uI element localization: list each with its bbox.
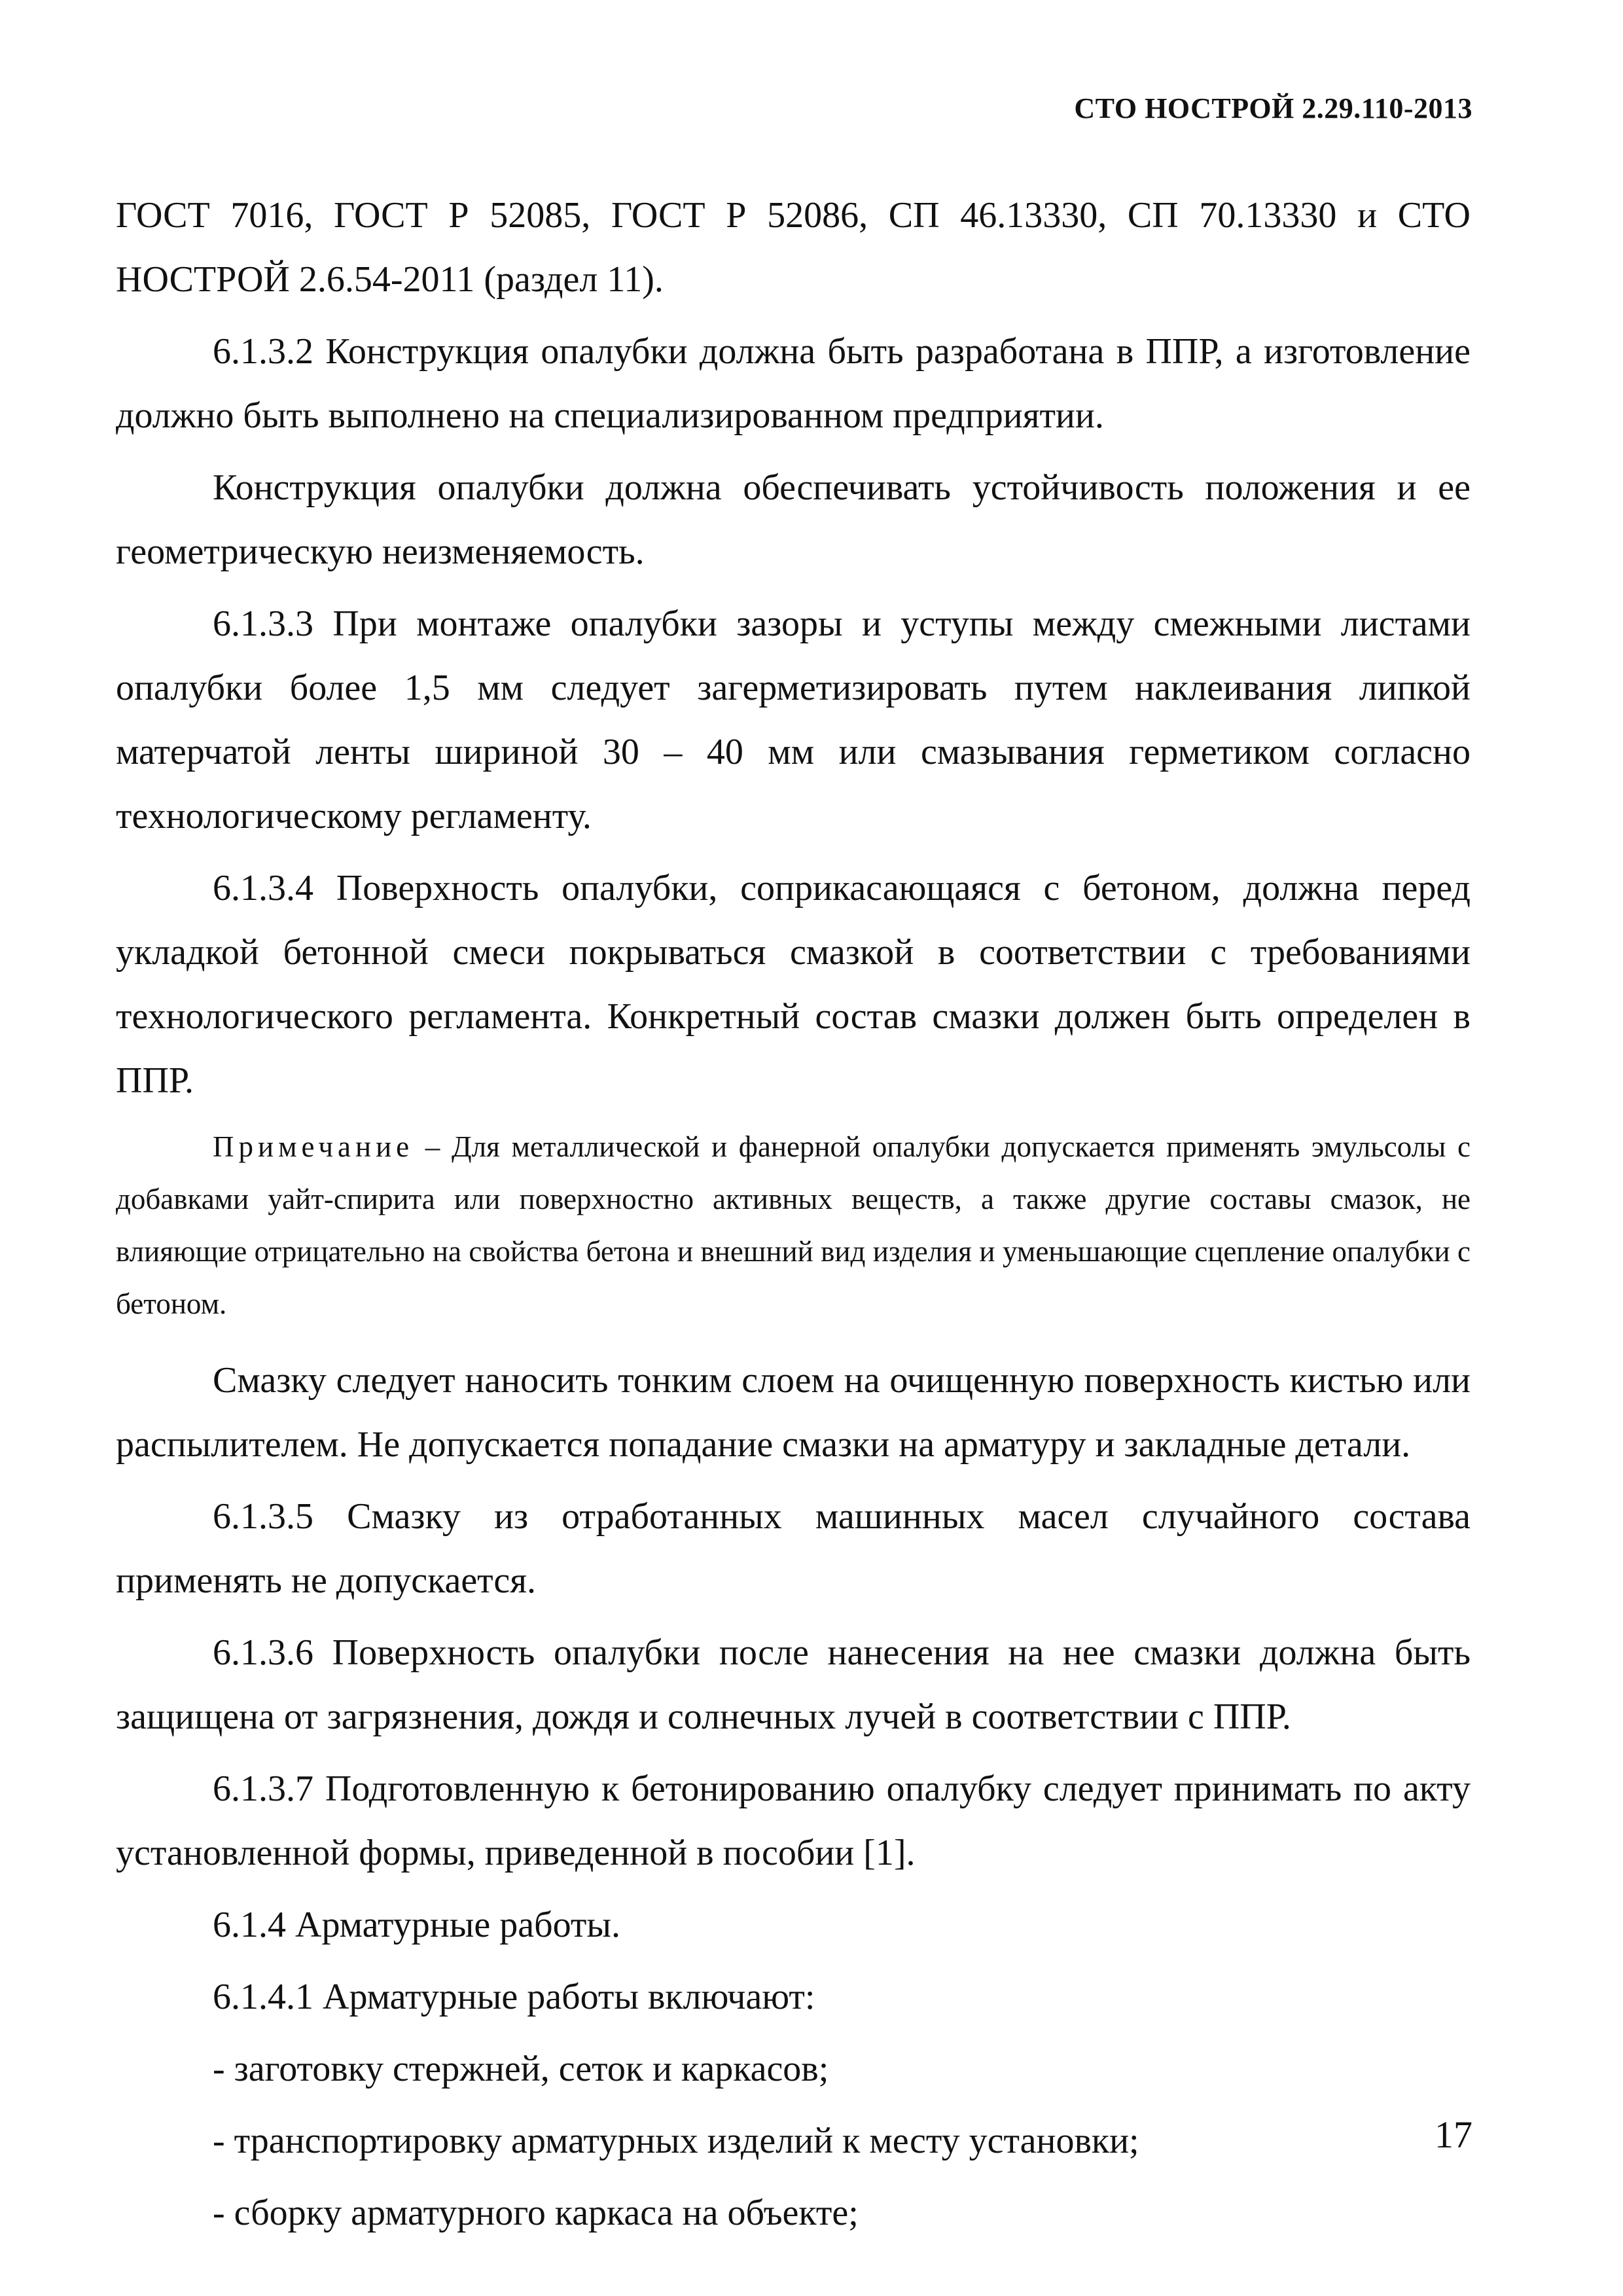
paragraph-6-1-3-3: 6.1.3.3 При монтаже опалубки зазоры и уступы между смежными листами опалубки более 1,5 мм следует загерметизировать путем наклеивания липкой матерчатой ленты шириной 30 – 40 мм или смазывания герметиком согласно технологическому регламенту.	[116, 603, 1471, 836]
paragraph-6-1-3-4: 6.1.3.4 Поверхность опалубки, соприкасающаяся с бетоном, должна перед укладкой бетонной смеси покрываться смазкой в соответствии с требованиями технологического регламента. Конкретный состав смазки должен быть определен в ППР.	[116, 868, 1471, 1101]
paragraph-formwork-stability: Конструкция опалубки должна обеспечивать устойчивость положения и ее геометрическую неизменяемость.	[116, 467, 1471, 572]
paragraph-6-1-3-6: 6.1.3.6 Поверхность опалубки после нанесения на нее смазки должна быть защищена от загрязнения, дождя и солнечных лучей в соответствии с ППР.	[116, 1632, 1471, 1737]
paragraph-6-1-3-2: 6.1.3.2 Конструкция опалубки должна быть разработана в ППР, а изготовление должно быть выполнено на специализированном предприятии.	[116, 331, 1471, 436]
list-item: - сборку арматурного каркаса на объекте;	[213, 2193, 859, 2233]
reinforcement-work-list	[116, 2037, 1471, 2245]
paragraph-6-1-3-7: 6.1.3.7 Подготовленную к бетонированию опалубку следует принимать по акту установленной формы, приведенной в пособии [1].	[116, 1768, 1471, 1873]
list-item: - заготовку стержней, сеток и каркасов;	[213, 2049, 829, 2089]
note-block	[116, 1121, 1471, 1330]
paragraph-6-1-4-1: 6.1.4.1 Арматурные работы включают:	[213, 1977, 815, 2017]
note-label: Примечание	[213, 1130, 414, 1163]
paragraph-gost-references: ГОСТ 7016, ГОСТ Р 52085, ГОСТ Р 52086, СП 46.13330, СП 70.13330 и СТО НОСТРОЙ 2.6.54-2011 (раздел 11).	[116, 195, 1471, 300]
note-text: – Для металлической и фанерной опалубки допускается применять эмульсолы с добавками уайт-спирита или поверхностно активных веществ, а также другие составы смазок, не влияющие отрицательно на свойства бетона и внешний вид изделия и уменьшающие сцепление опалубки с бетоном.	[116, 1130, 1471, 1320]
paragraph-6-1-4: 6.1.4 Арматурные работы.	[213, 1905, 620, 1945]
page-number: 17	[1435, 2113, 1472, 2156]
paragraph-lubricant-application: Смазку следует наносить тонким слоем на очищенную поверхность кистью или распылителем. Не допускается попадание смазки на арматуру и закладные детали.	[116, 1360, 1471, 1465]
document-body	[116, 183, 1471, 2253]
list-item: - транспортировку арматурных изделий к месту установки;	[213, 2121, 1139, 2161]
paragraph-6-1-3-5: 6.1.3.5 Смазку из отработанных машинных масел случайного состава применять не допускается.	[116, 1496, 1471, 1601]
document-header: СТО НОСТРОЙ 2.29.110-2013	[1074, 92, 1472, 124]
